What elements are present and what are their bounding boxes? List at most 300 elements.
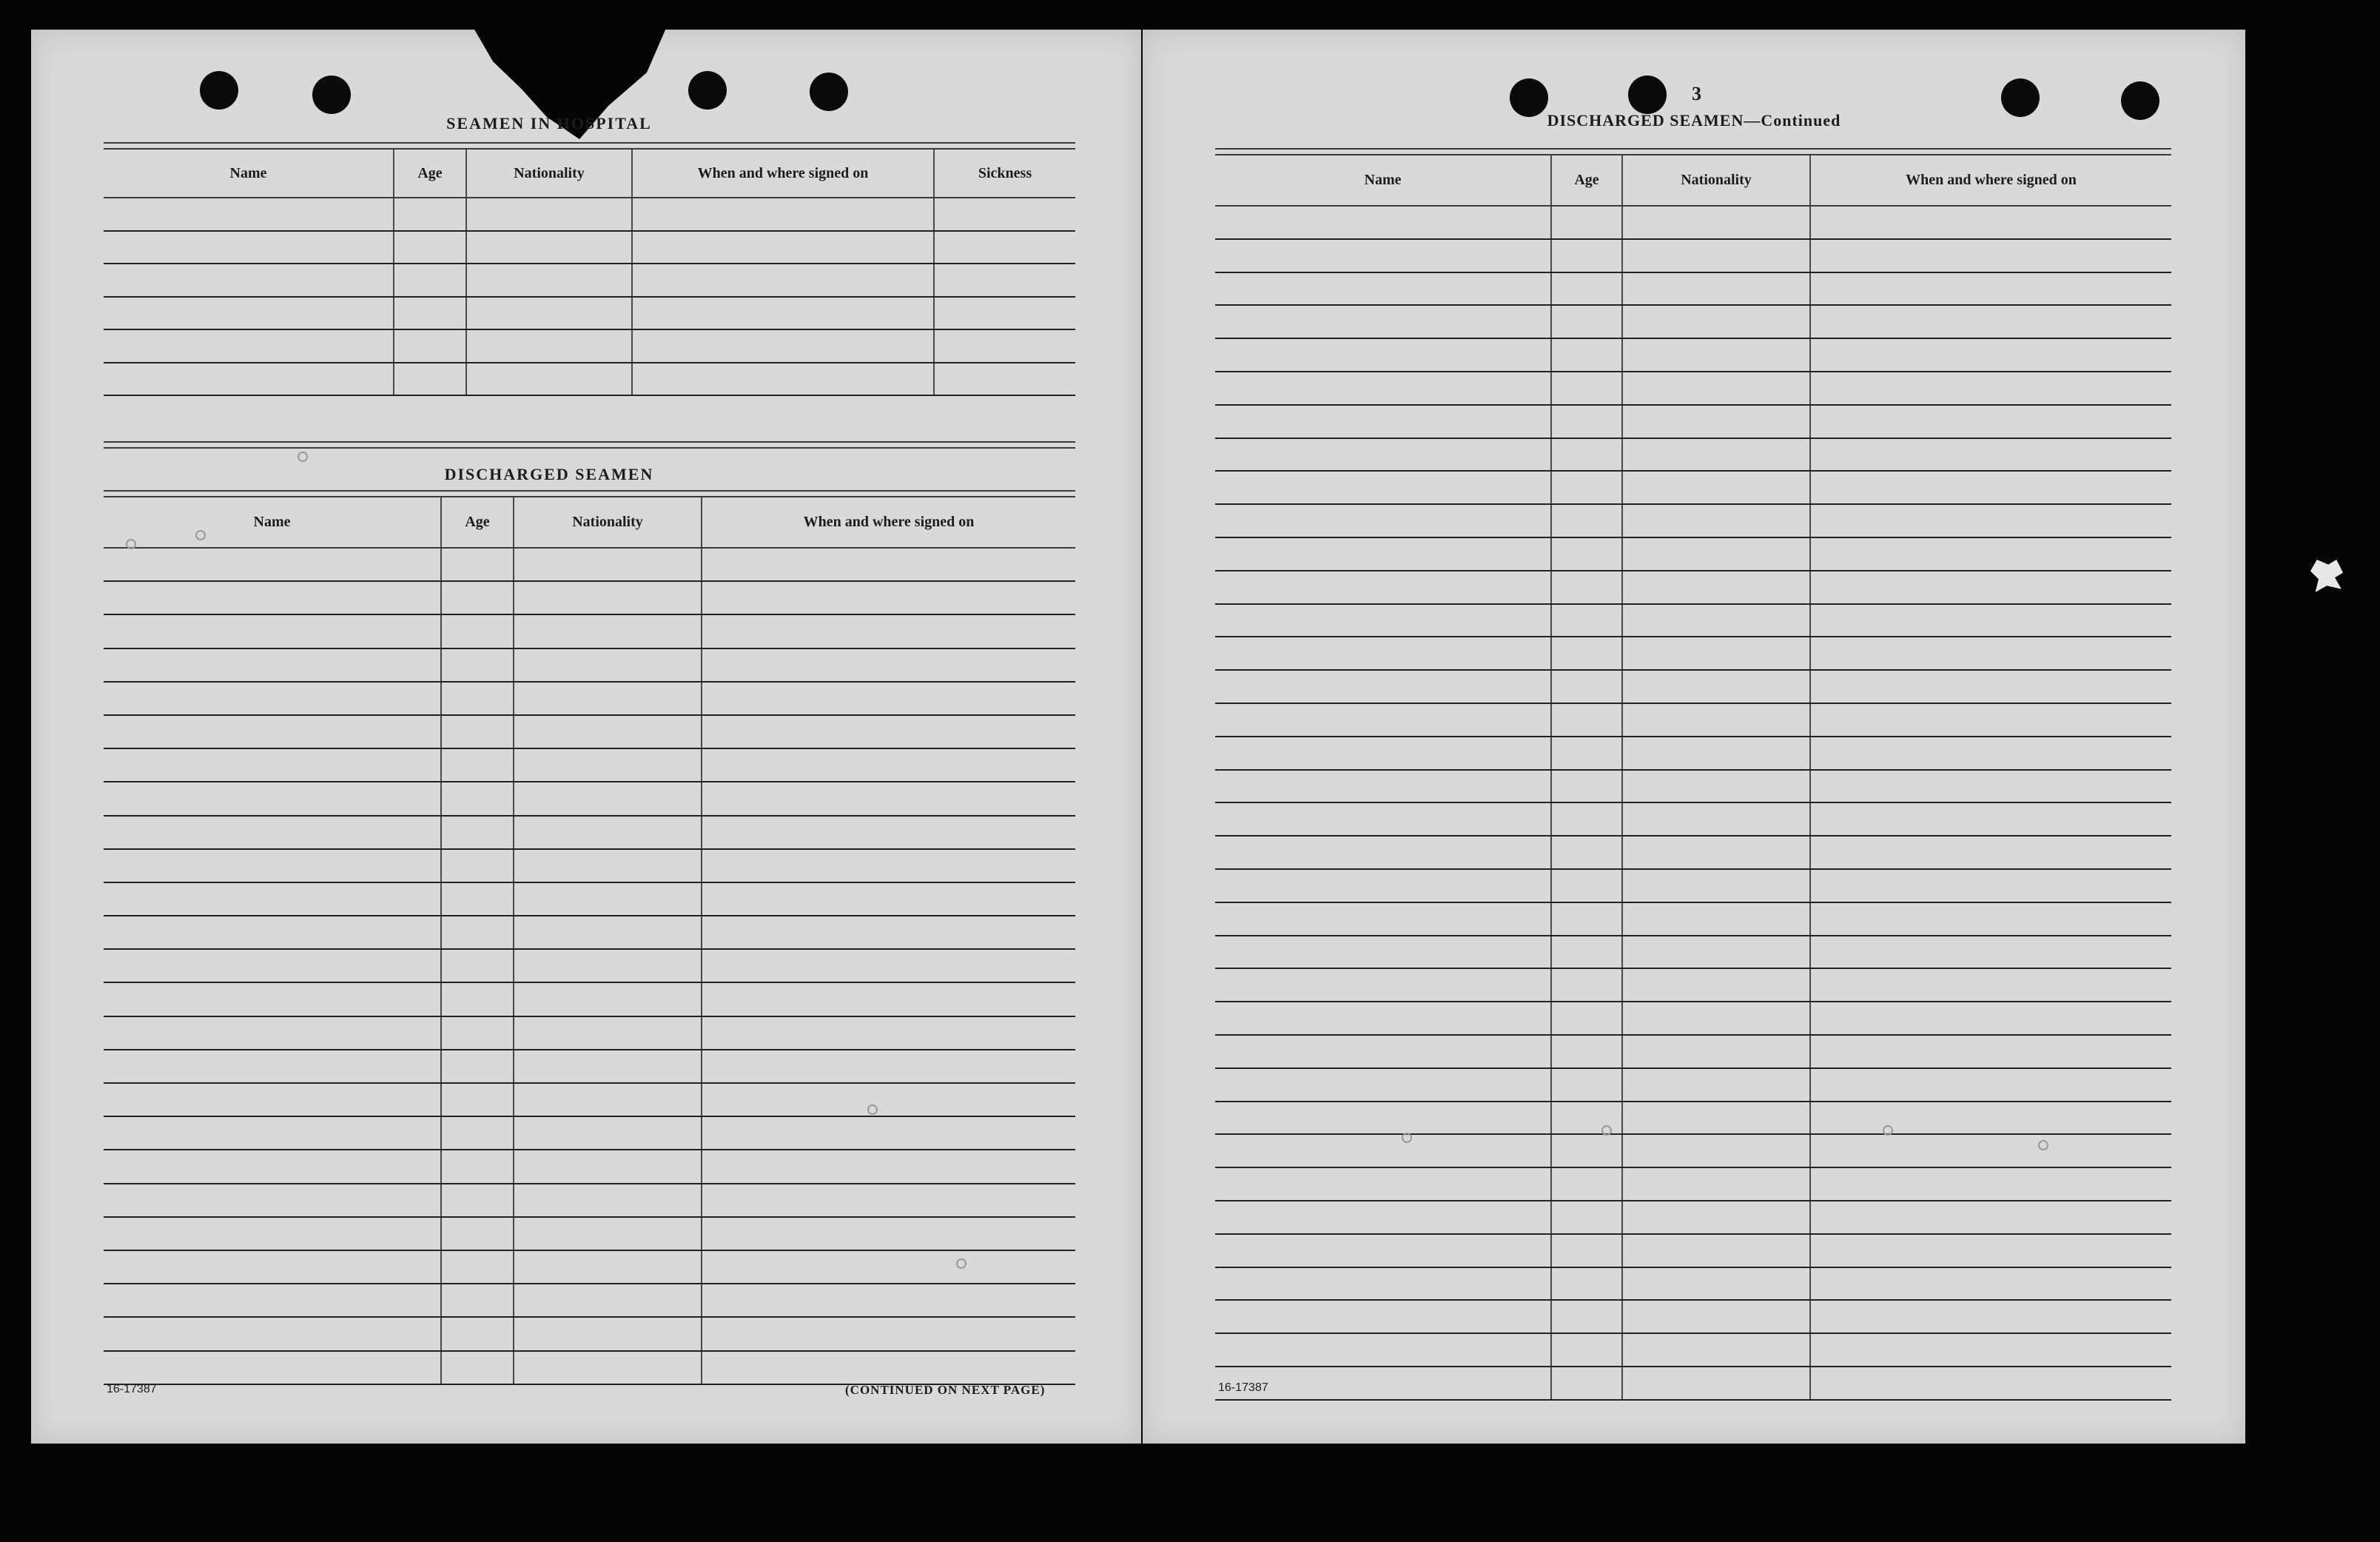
paper-speck <box>1883 1125 1893 1136</box>
ledger-row <box>1215 1035 2171 1068</box>
ledger-cell <box>1810 504 2171 537</box>
ledger-cell <box>702 1016 1075 1050</box>
ledger-row <box>104 1250 1075 1284</box>
ledger-cell <box>1551 338 1622 372</box>
ledger-row <box>1215 1068 2171 1102</box>
ledger-cell <box>441 548 514 581</box>
ledger-cell <box>934 297 1075 330</box>
ledger-cell <box>1810 968 2171 1002</box>
ledger-cell <box>702 682 1075 715</box>
punch-hole <box>312 76 351 114</box>
ledger-cell <box>1810 1234 2171 1267</box>
paper-speck <box>1402 1133 1412 1143</box>
ledger-cell <box>1810 1068 2171 1102</box>
ledger-cell <box>1215 372 1551 405</box>
ledger-cell <box>1551 206 1622 239</box>
punch-hole <box>200 71 238 110</box>
ledger-cell <box>1810 305 2171 338</box>
ledger-cell <box>1810 670 2171 703</box>
ledger-row <box>104 1284 1075 1317</box>
ledger-row <box>1215 836 2171 869</box>
ledger-cell <box>441 882 514 916</box>
ledger-cell <box>1215 802 1551 836</box>
ledger-cell <box>104 816 441 849</box>
ledger-row <box>104 782 1075 815</box>
ledger-row <box>104 1116 1075 1150</box>
ledger-cell <box>1622 1102 1810 1135</box>
ledger-row <box>1215 1102 2171 1135</box>
ledger-row <box>104 816 1075 849</box>
ledger-cell <box>1810 604 2171 637</box>
discharged-section-title: DISCHARGED SEAMEN <box>444 465 654 483</box>
paper-fragment <box>2310 560 2343 592</box>
ledger-cell <box>1215 206 1551 239</box>
ledger-cell <box>104 1016 441 1050</box>
ledger-cell <box>1810 770 2171 803</box>
paper-speck <box>1601 1125 1612 1136</box>
ledger-cell <box>632 297 934 330</box>
ledger-cell <box>514 916 702 949</box>
ledger-cell <box>104 614 441 648</box>
ledger-row <box>104 548 1075 581</box>
ledger-cell <box>702 1150 1075 1183</box>
ledger-cell <box>1215 1002 1551 1035</box>
left-page <box>31 30 1141 1444</box>
ledger-cell <box>1810 1167 2171 1201</box>
ledger-row <box>1215 438 2171 472</box>
ledger-cell <box>1810 438 2171 472</box>
ledger-cell <box>514 548 702 581</box>
ledger-cell <box>441 1284 514 1317</box>
column-header-name: Name <box>1215 155 1551 206</box>
punch-hole <box>688 71 727 110</box>
ledger-cell <box>934 363 1075 396</box>
ledger-cell <box>1215 1134 1551 1167</box>
paper-speck <box>956 1258 967 1269</box>
paper-speck <box>867 1104 878 1115</box>
ledger-cell <box>1551 670 1622 703</box>
ledger-cell <box>1551 1068 1622 1102</box>
ledger-cell <box>104 1217 441 1250</box>
ledger-cell <box>104 1250 441 1284</box>
ledger-cell <box>514 1184 702 1217</box>
ledger-cell <box>702 882 1075 916</box>
ledger-row <box>104 648 1075 682</box>
ledger-cell <box>1622 670 1810 703</box>
hospital-table <box>104 150 1075 396</box>
ledger-cell <box>104 882 441 916</box>
ledger-cell <box>1622 1234 1810 1267</box>
ledger-cell <box>1551 239 1622 272</box>
ledger-cell <box>1215 902 1551 936</box>
ledger-cell <box>441 682 514 715</box>
ledger-cell <box>441 782 514 815</box>
ledger-row <box>1215 703 2171 737</box>
ledger-cell <box>702 1050 1075 1083</box>
ledger-cell <box>104 949 441 982</box>
ledger-cell <box>441 715 514 748</box>
ledger-cell <box>1551 1201 1622 1234</box>
continued-top-rule <box>1215 148 2171 155</box>
ledger-row <box>104 329 1075 363</box>
form-code: 16-17387 <box>1218 1381 1268 1394</box>
ledger-row <box>104 1150 1075 1183</box>
ledger-cell <box>514 1050 702 1083</box>
ledger-cell <box>441 1184 514 1217</box>
ledger-row <box>1215 604 2171 637</box>
ledger-cell <box>1215 703 1551 737</box>
ledger-cell <box>702 648 1075 682</box>
ledger-cell <box>1215 1267 1551 1301</box>
ledger-cell <box>1551 471 1622 504</box>
ledger-cell <box>1551 869 1622 902</box>
ledger-cell <box>702 1116 1075 1150</box>
ledger-cell <box>1551 968 1622 1002</box>
ledger-row <box>1215 338 2171 372</box>
ledger-cell <box>1622 372 1810 405</box>
column-header-signed-on: When and where signed on <box>632 150 934 198</box>
ledger-cell <box>514 1351 702 1384</box>
ledger-cell <box>1622 1300 1810 1333</box>
ledger-cell <box>702 916 1075 949</box>
ledger-cell <box>1622 272 1810 306</box>
ledger-cell <box>1622 936 1810 969</box>
ledger-row <box>1215 1134 2171 1167</box>
ledger-row <box>104 715 1075 748</box>
ledger-row <box>1215 670 2171 703</box>
ledger-cell <box>1622 305 1810 338</box>
ledger-cell <box>632 363 934 396</box>
ledger-cell <box>1810 571 2171 604</box>
ledger-cell <box>702 982 1075 1016</box>
ledger-cell <box>1215 604 1551 637</box>
ledger-cell <box>1622 1367 1810 1400</box>
ledger-row <box>1215 936 2171 969</box>
ledger-cell <box>1622 1333 1810 1367</box>
ledger-cell <box>1810 1267 2171 1301</box>
hospital-bottom-rule <box>104 441 1075 449</box>
ledger-cell <box>1215 471 1551 504</box>
ledger-cell <box>1810 272 2171 306</box>
page-number: 3 <box>1692 83 1701 104</box>
ledger-cell <box>104 648 441 682</box>
ledger-row <box>104 264 1075 297</box>
punch-hole <box>2121 81 2159 120</box>
ledger-cell <box>1215 1167 1551 1201</box>
column-header-signed-on: When and where signed on <box>702 497 1075 548</box>
ledger-cell <box>1622 968 1810 1002</box>
hospital-section-title: SEAMEN IN HOSPITAL <box>446 114 652 133</box>
ledger-cell <box>514 748 702 782</box>
ledger-cell <box>1215 1035 1551 1068</box>
ledger-cell <box>702 1184 1075 1217</box>
ledger-cell <box>1622 1134 1810 1167</box>
ledger-row <box>1215 206 2171 239</box>
ledger-cell <box>514 614 702 648</box>
ledger-cell <box>466 264 632 297</box>
ledger-cell <box>104 982 441 1016</box>
ledger-cell <box>1810 902 2171 936</box>
ledger-row <box>104 1317 1075 1350</box>
paper-speck <box>2038 1140 2048 1150</box>
discharged-continued-table <box>1215 155 2171 1401</box>
punch-hole <box>810 73 848 111</box>
discharged-continued-title: DISCHARGED SEAMEN—Continued <box>1547 111 1841 130</box>
ledger-cell <box>1215 770 1551 803</box>
ledger-cell <box>702 1083 1075 1116</box>
ledger-cell <box>1551 405 1622 438</box>
column-header-sickness: Sickness <box>934 150 1075 198</box>
ledger-cell <box>441 1317 514 1350</box>
ledger-cell <box>934 198 1075 231</box>
column-header-age: Age <box>441 497 514 548</box>
ledger-cell <box>1551 438 1622 472</box>
ledger-cell <box>394 198 466 231</box>
ledger-row <box>1215 571 2171 604</box>
ledger-cell <box>702 1284 1075 1317</box>
ledger-cell <box>514 982 702 1016</box>
ledger-cell <box>441 949 514 982</box>
discharged-header-row <box>104 497 1075 548</box>
ledger-cell <box>1551 703 1622 737</box>
ledger-cell <box>394 231 466 264</box>
ledger-cell <box>702 581 1075 614</box>
ledger-cell <box>632 198 934 231</box>
ledger-cell <box>1551 272 1622 306</box>
hospital-header-row <box>104 150 1075 198</box>
ledger-cell <box>1622 438 1810 472</box>
ledger-cell <box>104 782 441 815</box>
discharged-table <box>104 497 1075 1385</box>
ledger-row <box>1215 1234 2171 1267</box>
ledger-cell <box>104 748 441 782</box>
ledger-cell <box>104 1050 441 1083</box>
ledger-cell <box>1215 1333 1551 1367</box>
right-page <box>1143 30 2245 1444</box>
column-header-age: Age <box>394 150 466 198</box>
ledger-cell <box>1215 670 1551 703</box>
ledger-row <box>1215 1367 2171 1400</box>
ledger-cell <box>1551 836 1622 869</box>
ledger-row <box>104 198 1075 231</box>
ledger-cell <box>702 816 1075 849</box>
ledger-row <box>1215 504 2171 537</box>
ledger-cell <box>1215 504 1551 537</box>
ledger-cell <box>1622 1201 1810 1234</box>
ledger-cell <box>702 748 1075 782</box>
ledger-cell <box>1551 1002 1622 1035</box>
ledger-cell <box>1215 836 1551 869</box>
ledger-row <box>104 748 1075 782</box>
continued-header-row <box>1215 155 2171 206</box>
ledger-cell <box>466 198 632 231</box>
ledger-cell <box>1622 239 1810 272</box>
ledger-row <box>104 916 1075 949</box>
ledger-cell <box>1810 737 2171 770</box>
ledger-cell <box>1810 1035 2171 1068</box>
ledger-cell <box>1551 902 1622 936</box>
ledger-cell <box>1551 1333 1622 1367</box>
ledger-row <box>1215 902 2171 936</box>
ledger-cell <box>104 1284 441 1317</box>
ledger-cell <box>104 363 394 396</box>
ledger-cell <box>1810 1300 2171 1333</box>
ledger-cell <box>1622 1035 1810 1068</box>
ledger-row <box>104 682 1075 715</box>
ledger-cell <box>1810 1333 2171 1367</box>
ledger-cell <box>394 363 466 396</box>
ledger-cell <box>934 231 1075 264</box>
ledger-cell <box>104 1184 441 1217</box>
ledger-cell <box>702 782 1075 815</box>
ledger-cell <box>1622 604 1810 637</box>
ledger-cell <box>1215 239 1551 272</box>
ledger-cell <box>1622 1167 1810 1201</box>
column-header-age: Age <box>1551 155 1622 206</box>
ledger-cell <box>1810 1102 2171 1135</box>
ledger-row <box>1215 1333 2171 1367</box>
ledger-cell <box>1622 902 1810 936</box>
ledger-cell <box>632 264 934 297</box>
ledger-row <box>1215 405 2171 438</box>
ledger-cell <box>104 548 441 581</box>
ledger-row <box>104 1016 1075 1050</box>
ledger-cell <box>514 882 702 916</box>
ledger-cell <box>1215 272 1551 306</box>
ledger-cell <box>1551 571 1622 604</box>
form-code: 16-17387 <box>107 1383 157 1395</box>
ledger-cell <box>1551 802 1622 836</box>
ledger-cell <box>632 329 934 363</box>
column-header-nationality: Nationality <box>1622 155 1810 206</box>
ledger-cell <box>1551 737 1622 770</box>
ledger-cell <box>1551 936 1622 969</box>
ledger-cell <box>1810 1201 2171 1234</box>
ledger-cell <box>104 715 441 748</box>
ledger-cell <box>514 1217 702 1250</box>
ledger-row <box>104 581 1075 614</box>
ledger-cell <box>1215 637 1551 670</box>
ledger-row <box>104 949 1075 982</box>
ledger-cell <box>934 264 1075 297</box>
ledger-row <box>1215 869 2171 902</box>
ledger-cell <box>1810 869 2171 902</box>
ledger-row <box>104 231 1075 264</box>
ledger-cell <box>441 849 514 882</box>
ledger-cell <box>1215 305 1551 338</box>
ledger-cell <box>104 581 441 614</box>
ledger-cell <box>441 816 514 849</box>
ledger-cell <box>441 1250 514 1284</box>
ledger-row <box>1215 770 2171 803</box>
ledger-cell <box>1551 770 1622 803</box>
ledger-cell <box>1622 537 1810 571</box>
ledger-cell <box>1622 637 1810 670</box>
ledger-cell <box>104 198 394 231</box>
hospital-top-rule <box>104 142 1075 150</box>
ledger-cell <box>1215 571 1551 604</box>
ledger-cell <box>702 949 1075 982</box>
ledger-cell <box>104 1116 441 1150</box>
ledger-cell <box>702 715 1075 748</box>
ledger-row <box>104 614 1075 648</box>
ledger-row <box>1215 1002 2171 1035</box>
ledger-cell <box>1810 405 2171 438</box>
ledger-cell <box>1215 936 1551 969</box>
ledger-cell <box>1622 206 1810 239</box>
ledger-cell <box>104 1317 441 1350</box>
ledger-cell <box>514 816 702 849</box>
ledger-cell <box>394 297 466 330</box>
ledger-cell <box>104 1150 441 1183</box>
continued-note: (CONTINUED ON NEXT PAGE) <box>845 1383 1046 1397</box>
ledger-row <box>104 882 1075 916</box>
ledger-row <box>104 1050 1075 1083</box>
ledger-cell <box>466 297 632 330</box>
ledger-cell <box>441 982 514 1016</box>
ledger-cell <box>104 1351 441 1384</box>
ledger-cell <box>104 849 441 882</box>
ledger-cell <box>466 231 632 264</box>
ledger-cell <box>1215 1068 1551 1102</box>
ledger-cell <box>1622 1267 1810 1301</box>
ledger-row <box>1215 1201 2171 1234</box>
ledger-cell <box>104 916 441 949</box>
ledger-row <box>104 849 1075 882</box>
ledger-cell <box>1622 571 1810 604</box>
ledger-cell <box>1551 637 1622 670</box>
ledger-cell <box>1215 968 1551 1002</box>
ledger-cell <box>1622 1002 1810 1035</box>
ledger-row <box>1215 471 2171 504</box>
ledger-cell <box>1810 537 2171 571</box>
ledger-cell <box>514 1250 702 1284</box>
ledger-cell <box>1622 504 1810 537</box>
ledger-cell <box>1215 1300 1551 1333</box>
ledger-cell <box>514 648 702 682</box>
ledger-cell <box>1810 1134 2171 1167</box>
ledger-row <box>104 1351 1075 1384</box>
ledger-cell <box>441 748 514 782</box>
ledger-cell <box>1551 1367 1622 1400</box>
ledger-row <box>1215 802 2171 836</box>
ledger-cell <box>1551 504 1622 537</box>
ledger-cell <box>1622 802 1810 836</box>
ledger-cell <box>441 648 514 682</box>
ledger-cell <box>514 1317 702 1350</box>
paper-speck <box>126 539 136 549</box>
column-header-name: Name <box>104 150 394 198</box>
ledger-cell <box>104 682 441 715</box>
ledger-cell <box>702 1217 1075 1250</box>
ledger-cell <box>702 1250 1075 1284</box>
ledger-row <box>1215 239 2171 272</box>
ledger-row <box>1215 1167 2171 1201</box>
ledger-cell <box>514 1016 702 1050</box>
ledger-row <box>1215 737 2171 770</box>
ledger-cell <box>1551 1234 1622 1267</box>
discharged-top-rule <box>104 490 1075 497</box>
ledger-cell <box>1551 604 1622 637</box>
ledger-cell <box>1810 471 2171 504</box>
ledger-cell <box>1622 338 1810 372</box>
ledger-cell <box>441 1116 514 1150</box>
ledger-cell <box>1810 206 2171 239</box>
punch-hole <box>1628 76 1667 114</box>
ledger-cell <box>1215 1234 1551 1267</box>
ledger-cell <box>1215 338 1551 372</box>
ledger-cell <box>1810 338 2171 372</box>
